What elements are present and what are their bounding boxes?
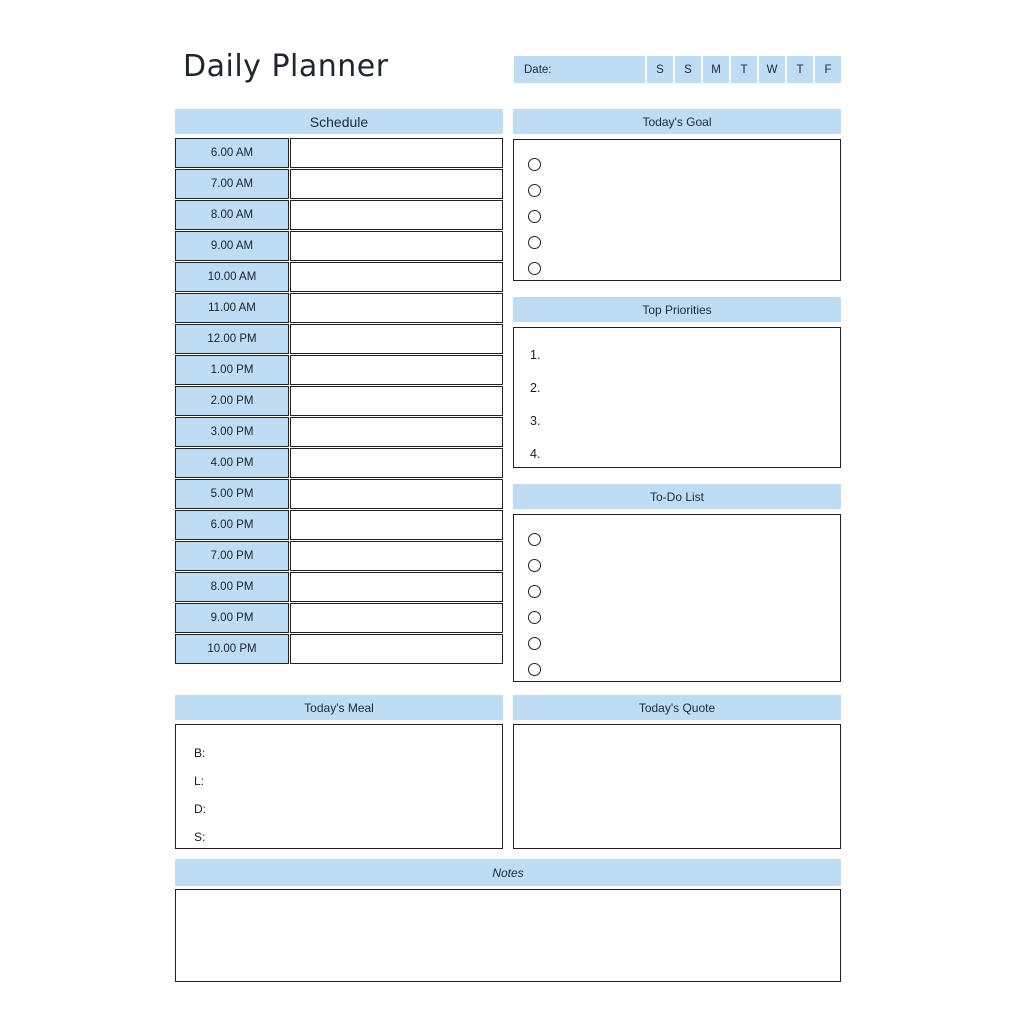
list-item[interactable]: [530, 372, 840, 405]
priority-number: 1.: [530, 348, 541, 362]
schedule-time-label: 5.00 PM: [175, 479, 289, 509]
priorities-heading: Top Priorities: [513, 297, 841, 322]
goal-section: [513, 109, 841, 281]
schedule-time-label: 7.00 PM: [175, 541, 289, 571]
schedule-time-label: 4.00 PM: [175, 448, 289, 478]
list-item[interactable]: [528, 177, 840, 203]
schedule-time-label: 8.00 PM: [175, 572, 289, 602]
schedule-entry-input[interactable]: [290, 541, 503, 571]
schedule-entry-input[interactable]: [290, 634, 503, 664]
meal-label-lunch: L:: [194, 774, 205, 788]
quote-heading: Today's Quote: [513, 695, 841, 720]
checkbox-circle-icon[interactable]: [528, 184, 541, 197]
schedule-entry-input[interactable]: [290, 200, 503, 230]
day-cell-thu[interactable]: T: [787, 56, 813, 83]
meal-quote-row: [175, 695, 841, 849]
table-row: [175, 262, 503, 293]
page-header: [175, 45, 841, 101]
table-row: [175, 231, 503, 262]
schedule-entry-input[interactable]: [290, 138, 503, 168]
meal-label-dinner: D:: [194, 802, 206, 816]
list-item[interactable]: [194, 739, 502, 767]
list-item[interactable]: [528, 151, 840, 177]
list-item[interactable]: [528, 656, 840, 682]
list-item[interactable]: [528, 630, 840, 656]
checkbox-circle-icon[interactable]: [528, 262, 541, 275]
priorities-list: [513, 327, 841, 468]
notes-section: [175, 859, 841, 982]
day-cell-wed[interactable]: W: [759, 56, 785, 83]
table-row: [175, 417, 503, 448]
day-cell-sat[interactable]: S: [675, 56, 701, 83]
table-row: [175, 634, 503, 665]
todo-heading: To-Do List: [513, 484, 841, 509]
list-item[interactable]: [528, 229, 840, 255]
notes-heading: Notes: [175, 859, 841, 886]
list-item[interactable]: [194, 795, 502, 823]
daily-planner-page: [175, 45, 841, 982]
priority-number: 2.: [530, 381, 541, 395]
schedule-entry-input[interactable]: [290, 293, 503, 323]
schedule-time-label: 1.00 PM: [175, 355, 289, 385]
list-item[interactable]: [530, 438, 840, 471]
goal-heading: Today's Goal: [513, 109, 841, 134]
table-row: [175, 448, 503, 479]
day-cell-mon[interactable]: M: [703, 56, 729, 83]
date-field[interactable]: Date:: [514, 56, 645, 83]
list-item[interactable]: [528, 604, 840, 630]
checkbox-circle-icon[interactable]: [528, 158, 541, 171]
checkbox-circle-icon[interactable]: [528, 637, 541, 650]
day-cell-fri[interactable]: F: [815, 56, 841, 83]
day-cell-sun[interactable]: S: [647, 56, 673, 83]
schedule-entry-input[interactable]: [290, 231, 503, 261]
schedule-heading: Schedule: [175, 109, 503, 134]
list-item[interactable]: [528, 552, 840, 578]
list-item[interactable]: [194, 767, 502, 795]
todo-section: [513, 484, 841, 682]
list-item[interactable]: [530, 405, 840, 438]
schedule-entry-input[interactable]: [290, 386, 503, 416]
table-row: [175, 479, 503, 510]
notes-input[interactable]: [175, 889, 841, 982]
checkbox-circle-icon[interactable]: [528, 236, 541, 249]
checkbox-circle-icon[interactable]: [528, 663, 541, 676]
quote-input[interactable]: [513, 724, 841, 849]
schedule-time-label: 7.00 AM: [175, 169, 289, 199]
table-row: [175, 169, 503, 200]
meal-label-snack: S:: [194, 830, 206, 844]
schedule-rows: [175, 138, 503, 665]
table-row: [175, 603, 503, 634]
schedule-section: [175, 109, 503, 682]
schedule-entry-input[interactable]: [290, 417, 503, 447]
schedule-entry-input[interactable]: [290, 479, 503, 509]
schedule-entry-input[interactable]: [290, 603, 503, 633]
todo-list: [513, 514, 841, 682]
schedule-time-label: 9.00 PM: [175, 603, 289, 633]
schedule-time-label: 12.00 PM: [175, 324, 289, 354]
schedule-time-label: 8.00 AM: [175, 200, 289, 230]
schedule-time-label: 2.00 PM: [175, 386, 289, 416]
table-row: [175, 293, 503, 324]
list-item[interactable]: [528, 255, 840, 281]
checkbox-circle-icon[interactable]: [528, 210, 541, 223]
schedule-entry-input[interactable]: [290, 324, 503, 354]
priority-number: 4.: [530, 447, 541, 461]
schedule-entry-input[interactable]: [290, 448, 503, 478]
checkbox-circle-icon[interactable]: [528, 533, 541, 546]
schedule-entry-input[interactable]: [290, 510, 503, 540]
right-column: [513, 109, 841, 682]
schedule-time-label: 6.00 AM: [175, 138, 289, 168]
list-item[interactable]: [528, 578, 840, 604]
checkbox-circle-icon[interactable]: [528, 559, 541, 572]
page-title: Daily Planner: [183, 49, 389, 84]
schedule-time-label: 9.00 AM: [175, 231, 289, 261]
meal-section: [175, 695, 503, 849]
meal-list: [175, 724, 503, 849]
table-row: [175, 572, 503, 603]
table-row: [175, 541, 503, 572]
schedule-entry-input[interactable]: [290, 572, 503, 602]
list-item[interactable]: [194, 823, 502, 851]
list-item[interactable]: [528, 526, 840, 552]
table-row: [175, 138, 503, 169]
table-row: [175, 324, 503, 355]
planner-columns: [175, 109, 841, 682]
priority-number: 3.: [530, 414, 541, 428]
table-row: [175, 386, 503, 417]
quote-section: [513, 695, 841, 849]
goal-list: [513, 139, 841, 281]
table-row: [175, 355, 503, 386]
meal-label-breakfast: B:: [194, 746, 206, 760]
schedule-entry-input[interactable]: [290, 169, 503, 199]
schedule-time-label: 6.00 PM: [175, 510, 289, 540]
checkbox-circle-icon[interactable]: [528, 611, 541, 624]
day-cell-tue[interactable]: T: [731, 56, 757, 83]
priorities-section: [513, 297, 841, 468]
schedule-entry-input[interactable]: [290, 355, 503, 385]
table-row: [175, 510, 503, 541]
date-selector: [514, 56, 841, 83]
schedule-time-label: 10.00 AM: [175, 262, 289, 292]
list-item[interactable]: [528, 203, 840, 229]
list-item[interactable]: [530, 339, 840, 372]
checkbox-circle-icon[interactable]: [528, 585, 541, 598]
schedule-time-label: 3.00 PM: [175, 417, 289, 447]
schedule-time-label: 10.00 PM: [175, 634, 289, 664]
meal-heading: Today's Meal: [175, 695, 503, 720]
schedule-entry-input[interactable]: [290, 262, 503, 292]
schedule-time-label: 11.00 AM: [175, 293, 289, 323]
table-row: [175, 200, 503, 231]
